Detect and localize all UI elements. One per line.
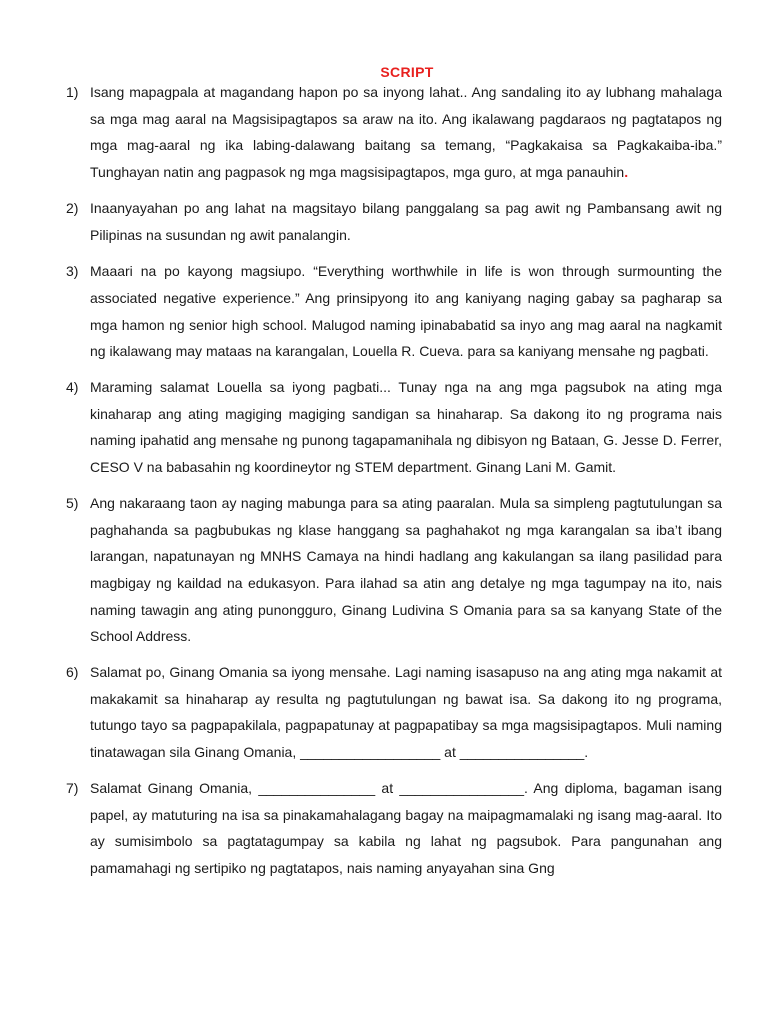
item-text: Salamat Ginang Omania, _______________ at ________________. Ang diploma, bagaman isang papel, ay matuturing na isa sa pinakamahalagang bagay na maipagmamalaki ng isang mag-aaral. Ito ay sumisimbolo sa pagtatagumpay sa kabila ng lahat ng pagsubok. Para pangunahan ang pamamahagi ng sertipiko ng pagtatapos, nais naming anyayahan sina Gng bbox=[90, 779, 722, 876]
script-item-5 bbox=[66, 490, 722, 650]
red-period-mark: . bbox=[624, 164, 629, 181]
script-item-7 bbox=[66, 775, 722, 882]
item-number: 2) bbox=[66, 199, 79, 216]
item-text: Maraming salamat Louella sa iyong pagbati... Tunay nga na ang mga pagsubok na ating mga kinaharap ang ating magiging magiging sandigan sa hinaharap. Sa dakong ito ng programa nais naming ipahatid ang mensahe ng punong tagapamanihala ng dibisyon ng Bataan, G. Jesse D. Ferrer, CESO V na babasahin ng koordineytor ng STEM department. Ginang Lani M. Gamit. bbox=[90, 379, 722, 476]
script-item-6 bbox=[66, 659, 722, 766]
item-text: Maaari na po kayong magsiupo. “Everything worthwhile in life is won through surmounting the associated negative experience.” Ang prinsipyong ito ang kaniyang naging gabay sa pagharap sa mga hamon ng senior high school. Malugod naming ipinababatid sa inyo ang mag aaral na nagkamit ng ikalawang may mataas na karangalan, Louella R. Cueva. para sa kaniyang mensahe ng pagbati. bbox=[90, 263, 722, 360]
script-item-4 bbox=[66, 374, 722, 481]
script-item-2 bbox=[66, 195, 722, 248]
item-number: 6) bbox=[66, 664, 79, 681]
item-number: 7) bbox=[66, 779, 79, 796]
document-title: SCRIPT bbox=[380, 64, 434, 80]
item-number: 1) bbox=[66, 84, 79, 100]
item-text: Salamat po, Ginang Omania sa iyong mensahe. Lagi naming isasapuso na ang ating mga nakamit at makakamit sa hinaharap ay resulta ng pagtutulungan ng bawat isa. Sa dakong ito ng programa, tutungo tayo sa pagpapakilala, pagpapatunay at pagpapatibay sa mga magsisipagtapos. Muli naming tinatawagan sila Ginang Omania, __________________ at ________________. bbox=[90, 664, 722, 761]
item-text: Ang nakaraang taon ay naging mabunga para sa ating paaralan. Mula sa simpleng pagtutulungan sa paghahanda sa pagbubukas ng klase hanggang sa paghahakot ng mga karangalan sa iba’t ibang larangan, napatunayan ng MNHS Camaya na hindi hadlang ang kakulangan sa ilang pasilidad para magbigay ng kaildad na edukasyon. Para ilahad sa atin ang detalye ng mga tagumpay na ito, nais naming tawagin ang ating punongguro, Ginang Ludivina S Omania para sa sa kanyang State of the School Address. bbox=[90, 494, 722, 645]
item-number: 5) bbox=[66, 494, 79, 511]
item-number: 3) bbox=[66, 263, 79, 280]
item-number: 4) bbox=[66, 379, 79, 396]
item-text: Inaanyayahan po ang lahat na magsitayo bilang panggalang sa pag awit ng Pambansang awit ng Pilipinas na susundan ng awit panalangin. bbox=[90, 199, 722, 243]
item-text-content: Isang mapagpala at magandang hapon po sa inyong lahat.. Ang sandaling ito ay lubhang mahalaga sa mga mag aaral na Magsisipagtapos sa araw na ito. Ang ikalawang pagdaraos ng pagtatapos ng mga mag-aaral ng ika labing-dalawang baitang sa temang, “Pagkakaisa sa Pagkakaiba-iba.” Tunghayan natin ang pagpasok ng mga magsisipagtapos, mga guro, at mga panauhin bbox=[90, 84, 722, 181]
script-list bbox=[66, 79, 722, 891]
script-item-1 bbox=[66, 79, 722, 186]
script-item-3 bbox=[66, 258, 722, 365]
item-text bbox=[90, 79, 722, 186]
